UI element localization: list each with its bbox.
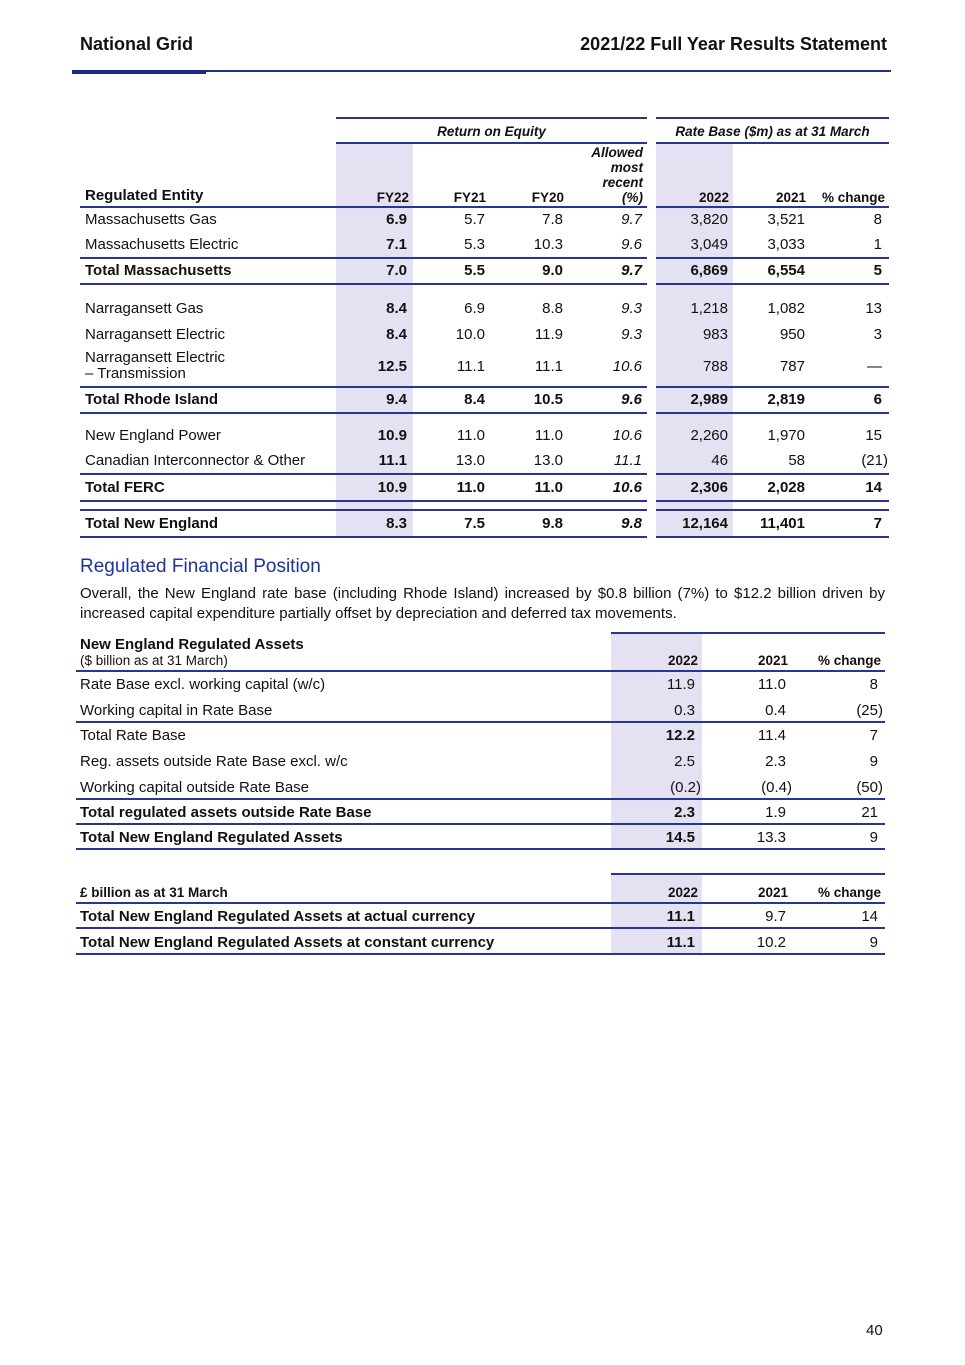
row-label: Working capital outside Rate Base xyxy=(80,779,310,796)
change-value: 6 xyxy=(873,391,882,408)
change-value: 14 xyxy=(861,908,878,925)
rule xyxy=(76,721,885,723)
rb2021-value: 787 xyxy=(779,358,805,375)
allowed-value: 11.1 xyxy=(613,452,642,469)
y2022-value: 2.5 xyxy=(674,753,695,770)
rule xyxy=(76,823,885,825)
change-value: 3 xyxy=(873,326,882,343)
company-name: National Grid xyxy=(80,34,194,54)
change-value: (21) xyxy=(861,452,888,469)
fy22-value: 10.9 xyxy=(377,427,407,444)
header-rule-accent xyxy=(72,70,206,74)
allowed-line-3: recent xyxy=(602,175,643,190)
fy21-value: 5.3 xyxy=(464,236,485,253)
entity-name: Narragansett Electric xyxy=(85,326,226,343)
fy22-value: 7.0 xyxy=(386,262,407,279)
rule xyxy=(80,500,647,502)
y2021-value: 1.9 xyxy=(765,804,786,821)
col-header-2021: 2021 xyxy=(757,885,788,900)
change-value: 1 xyxy=(873,236,882,253)
fy20-value: 9.8 xyxy=(542,515,563,532)
row-label: Total New England Regulated Assets at actual currency xyxy=(80,908,476,925)
y2021-value: 9.7 xyxy=(765,908,786,925)
section-title: Regulated Financial Position xyxy=(80,556,321,577)
rule xyxy=(80,509,647,511)
rb2022-value: 12,164 xyxy=(682,515,728,532)
entity-name: Total Rhode Island xyxy=(85,391,219,408)
change-value: (25) xyxy=(856,702,883,719)
rule xyxy=(336,142,647,144)
fy21-value: 11.0 xyxy=(456,479,485,496)
document-title: 2021/22 Full Year Results Statement xyxy=(580,34,887,54)
rule xyxy=(76,670,885,672)
fy21-value: 13.0 xyxy=(455,452,485,469)
allowed-line-1: Allowed xyxy=(591,145,643,160)
row-label: Working capital in Rate Base xyxy=(80,702,273,719)
rule xyxy=(80,386,647,388)
rb2022-value: 2,989 xyxy=(690,391,728,408)
fy22-value: 8.4 xyxy=(386,326,407,343)
rb2022-value: 2,260 xyxy=(690,427,728,444)
y2022-value: 11.1 xyxy=(666,934,695,951)
allowed-value: 9.6 xyxy=(621,236,642,253)
fy22-value: 8.3 xyxy=(386,515,407,532)
y2021-value: (0.4) xyxy=(761,779,792,796)
rule xyxy=(656,283,889,285)
allowed-value: 10.6 xyxy=(612,479,642,496)
rb2022-value: 788 xyxy=(702,358,728,375)
allowed-value: 9.6 xyxy=(621,391,642,408)
change-value: 8 xyxy=(869,676,878,693)
group-header-rate-base: Rate Base ($m) as at 31 March xyxy=(675,124,870,139)
entity-name: Narragansett Gas xyxy=(85,300,204,317)
col-header-change: % change xyxy=(817,653,881,668)
fy22-value: 11.1 xyxy=(378,452,407,469)
y2022-value: 14.5 xyxy=(665,829,695,846)
col-header-2022: 2022 xyxy=(667,653,698,668)
col-header-fy22: FY22 xyxy=(376,190,409,205)
rule xyxy=(656,257,889,259)
rb2021-value: 6,554 xyxy=(767,262,805,279)
rb2021-value: 58 xyxy=(788,452,805,469)
change-value: 9 xyxy=(869,934,878,951)
rb2021-value: 1,970 xyxy=(767,427,805,444)
rule xyxy=(80,283,647,285)
entity-name: Total New England xyxy=(85,515,219,532)
allowed-value: 9.7 xyxy=(621,262,642,279)
rule xyxy=(80,536,647,538)
fy20-value: 13.0 xyxy=(533,452,563,469)
change-value: 5 xyxy=(873,262,882,279)
entity-name-line-2: – Transmission xyxy=(85,365,186,382)
col-header-rb2022: 2022 xyxy=(698,190,729,205)
col-header-2022: 2022 xyxy=(667,885,698,900)
col-header-fy21: FY21 xyxy=(453,190,486,205)
fy21-value: 10.0 xyxy=(455,326,485,343)
rb2022-value: 46 xyxy=(711,452,728,469)
col-header-entity: Regulated Entity xyxy=(85,187,204,204)
fy22-value: 6.9 xyxy=(386,211,407,228)
rule xyxy=(76,927,885,929)
y2022-value: 0.3 xyxy=(674,702,695,719)
fy22-value: 7.1 xyxy=(386,236,407,253)
entity-name xyxy=(85,350,225,382)
rule xyxy=(656,500,889,502)
entity-name: New England Power xyxy=(85,427,221,444)
col-header-change: % change xyxy=(821,190,885,205)
col-header-rb2021: 2021 xyxy=(775,190,806,205)
fy20-value: 11.9 xyxy=(534,326,563,343)
rule xyxy=(80,412,647,414)
fy22-value: 8.4 xyxy=(386,300,407,317)
change-value: (50) xyxy=(856,779,883,796)
group-header-roe: Return on Equity xyxy=(437,124,546,139)
rule xyxy=(76,902,885,904)
rule xyxy=(656,509,889,511)
rb2022-value: 6,869 xyxy=(690,262,728,279)
y2022-value: 11.1 xyxy=(666,908,695,925)
entity-name: Massachusetts Electric xyxy=(85,236,239,253)
rb2021-value: 3,521 xyxy=(767,211,805,228)
row-label: Total Rate Base xyxy=(80,727,186,744)
entity-name: Massachusetts Gas xyxy=(85,211,217,228)
fy20-value: 11.0 xyxy=(534,479,563,496)
y2021-value: 11.4 xyxy=(757,727,786,744)
change-value: 15 xyxy=(865,427,882,444)
fy21-value: 7.5 xyxy=(464,515,485,532)
fy21-value: 11.0 xyxy=(456,427,485,444)
fy20-value: 8.8 xyxy=(542,300,563,317)
y2021-value: 0.4 xyxy=(765,702,786,719)
fy20-value: 11.1 xyxy=(534,358,563,375)
col-header-change: % change xyxy=(817,885,881,900)
fy20-value: 7.8 xyxy=(542,211,563,228)
fy21-value: 8.4 xyxy=(464,391,485,408)
rb2021-value: 3,033 xyxy=(767,236,805,253)
change-value: 9 xyxy=(869,829,878,846)
page-number: 40 xyxy=(866,1322,883,1339)
y2022-value: (0.2) xyxy=(670,779,701,796)
change-value: 8 xyxy=(873,211,882,228)
fy21-value: 11.1 xyxy=(456,358,485,375)
rule xyxy=(656,536,889,538)
rule xyxy=(656,412,889,414)
y2021-value: 2.3 xyxy=(765,753,786,770)
rb2021-value: 1,082 xyxy=(767,300,805,317)
fy20-value: 10.5 xyxy=(533,391,563,408)
col-header-allowed xyxy=(570,145,643,205)
table-subtitle: ($ billion as at 31 March) xyxy=(80,653,228,668)
allowed-line-2: most xyxy=(610,160,643,175)
change-value: 9 xyxy=(869,753,878,770)
rb2021-value: 11,401 xyxy=(759,515,805,532)
rule xyxy=(656,386,889,388)
rule xyxy=(611,632,885,634)
rb2021-value: 950 xyxy=(779,326,805,343)
col-header-fy20: FY20 xyxy=(531,190,564,205)
rule xyxy=(80,257,647,259)
y2021-value: 11.0 xyxy=(757,676,786,693)
change-value: — xyxy=(867,358,882,375)
table-title: £ billion as at 31 March xyxy=(80,885,228,900)
rb2021-value: 2,819 xyxy=(767,391,805,408)
rb2021-value: 2,028 xyxy=(767,479,805,496)
y2022-value: 12.2 xyxy=(665,727,695,744)
rb2022-value: 3,049 xyxy=(690,236,728,253)
rule xyxy=(611,873,885,875)
y2021-value: 10.2 xyxy=(756,934,786,951)
fy20-value: 10.3 xyxy=(533,236,563,253)
y2021-value: 13.3 xyxy=(756,829,786,846)
change-value: 21 xyxy=(861,804,878,821)
y2022-value: 11.9 xyxy=(666,676,695,693)
rb2022-value: 2,306 xyxy=(690,479,728,496)
fy22-value: 9.4 xyxy=(386,391,407,408)
row-label: Reg. assets outside Rate Base excl. w/c xyxy=(80,753,348,770)
allowed-value: 9.3 xyxy=(621,300,642,317)
rb2022-value: 1,218 xyxy=(690,300,728,317)
rule xyxy=(76,798,885,800)
change-value: 7 xyxy=(869,727,878,744)
fy21-value: 6.9 xyxy=(464,300,485,317)
rule xyxy=(656,473,889,475)
rule xyxy=(336,117,647,119)
rule xyxy=(76,953,885,955)
fy22-value: 10.9 xyxy=(377,479,407,496)
rule xyxy=(80,473,647,475)
change-value: 13 xyxy=(865,300,882,317)
allowed-value: 9.3 xyxy=(621,326,642,343)
row-label: Total regulated assets outside Rate Base xyxy=(80,804,372,821)
allowed-value: 9.8 xyxy=(621,515,642,532)
fy20-value: 11.0 xyxy=(534,427,563,444)
change-value: 7 xyxy=(873,515,882,532)
rb2022-value: 3,820 xyxy=(690,211,728,228)
fy20-value: 9.0 xyxy=(542,262,563,279)
rule xyxy=(80,206,647,208)
entity-name: Total Massachusetts xyxy=(85,262,232,279)
section-paragraph: Overall, the New England rate base (including Rhode Island) increased by $0.8 billion (7%) to $12.2 billion driven by increased capital expenditure partially offset by depreciation and deferred tax movements. xyxy=(80,585,885,622)
allowed-value: 9.7 xyxy=(621,211,642,228)
entity-name: Total FERC xyxy=(85,479,165,496)
allowed-value: 10.6 xyxy=(612,427,642,444)
fy21-value: 5.7 xyxy=(464,211,485,228)
row-label: Total New England Regulated Assets at constant currency xyxy=(80,934,495,951)
col-header-2021: 2021 xyxy=(757,653,788,668)
rule xyxy=(76,848,885,850)
allowed-line-4: (%) xyxy=(622,190,643,205)
rule xyxy=(656,206,889,208)
entity-name-line-1: Narragansett Electric xyxy=(85,349,226,366)
allowed-value: 10.6 xyxy=(612,358,642,375)
fy22-value: 12.5 xyxy=(377,358,407,375)
rb2022-value: 983 xyxy=(702,326,728,343)
fy21-value: 5.5 xyxy=(464,262,485,279)
change-value: 14 xyxy=(865,479,882,496)
entity-name: Canadian Interconnector & Other xyxy=(85,452,306,469)
rule xyxy=(656,142,889,144)
row-label: Rate Base excl. working capital (w/c) xyxy=(80,676,326,693)
y2022-value: 2.3 xyxy=(674,804,695,821)
rule xyxy=(656,117,889,119)
row-label: Total New England Regulated Assets xyxy=(80,829,343,846)
table-title: New England Regulated Assets xyxy=(80,636,304,653)
